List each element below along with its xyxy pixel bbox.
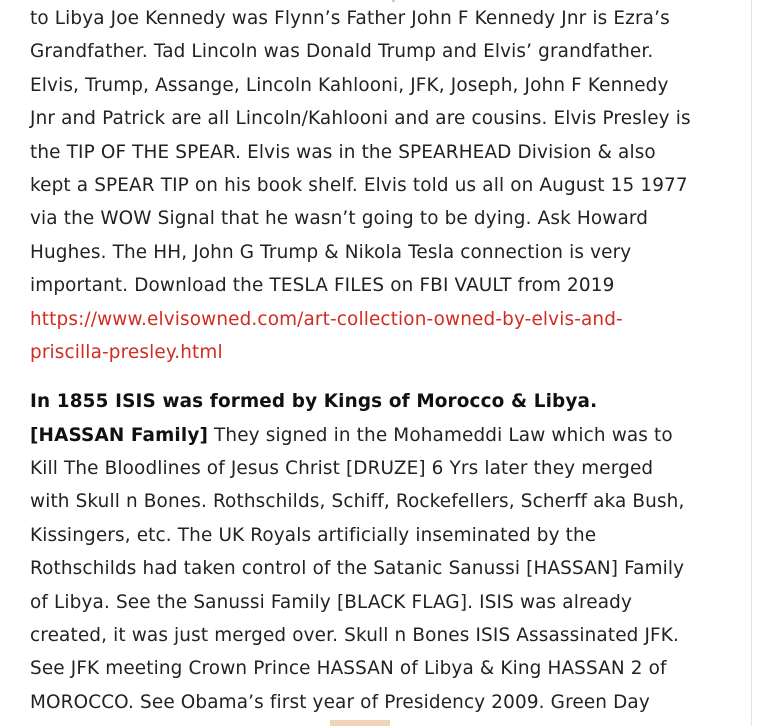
text-line: Elvis, Trump, Assange, Lincoln Kahlooni, JFK, Joseph, John F Kennedy: [30, 74, 669, 96]
text-line: with Skull n Bones. Rothschilds, Schiff, Rockefellers, Scherff aka Bush,: [30, 491, 685, 513]
text-line: [30, 419, 740, 452]
elvisowned-link[interactable]: https://www.elvisowned.com/art-collection-owned-by-elvis-and-: [30, 308, 623, 330]
paragraph-2: [30, 385, 740, 719]
text-line: Kill The Bloodlines of Jesus Christ [DRUZE] 6 Yrs later they merged: [30, 458, 654, 480]
article-body: [30, 2, 740, 719]
text-line: via the WOW Signal that he wasn’t going to be dying. Ask Howard: [30, 208, 649, 230]
elvisowned-link-continued[interactable]: priscilla-presley.html: [30, 341, 223, 363]
text-line: of Libya. See the Sanussi Family [BLACK FLAG]. ISIS was already: [30, 591, 633, 613]
text-line: Kissingers, etc. The UK Royals artificially inseminated by the: [30, 524, 597, 546]
text-line: important. Download the TESLA FILES on FBI VAULT from 2019: [30, 275, 615, 297]
text-line: created, it was just merged over. Skull n Bones ISIS Assassinated JFK.: [30, 625, 679, 647]
line-rest-text: They signed in the Mohameddi Law which was to: [208, 424, 673, 446]
text-line: Hughes. The HH, John G Trump & Nikola Tesla connection is very: [30, 241, 632, 263]
section-heading: In 1855 ISIS was formed by Kings of Morocco & Libya.: [30, 391, 598, 413]
text-line: Grandfather. Tad Lincoln was Donald Trump and Elvis’ grandfather.: [30, 41, 654, 63]
text-line: to Libya Joe Kennedy was Flynn’s Father John F Kennedy Jnr is Ezra’s: [30, 8, 670, 29]
paragraph-spacer: [30, 369, 740, 385]
text-line: Jnr and Patrick are all Lincoln/Kahlooni and are cousins. Elvis Presley is: [30, 108, 691, 130]
paragraph-1: [30, 2, 740, 369]
text-line: See JFK meeting Crown Prince HASSAN of Libya & King HASSAN 2 of: [30, 658, 667, 680]
text-line: kept a SPEAR TIP on his book shelf. Elvis told us all on August 15 1977: [30, 174, 688, 196]
right-border-line: [751, 0, 752, 726]
bottom-edge-mark: [330, 720, 390, 726]
bold-lead-text: [HASSAN Family]: [30, 424, 209, 446]
text-line: Rothschilds had taken control of the Satanic Sanussi [HASSAN] Family: [30, 558, 685, 580]
text-line: the TIP OF THE SPEAR. Elvis was in the SPEARHEAD Division & also: [30, 141, 656, 163]
text-line: MOROCCO. See Obama’s first year of Presidency 2009. Green Day: [30, 691, 650, 713]
